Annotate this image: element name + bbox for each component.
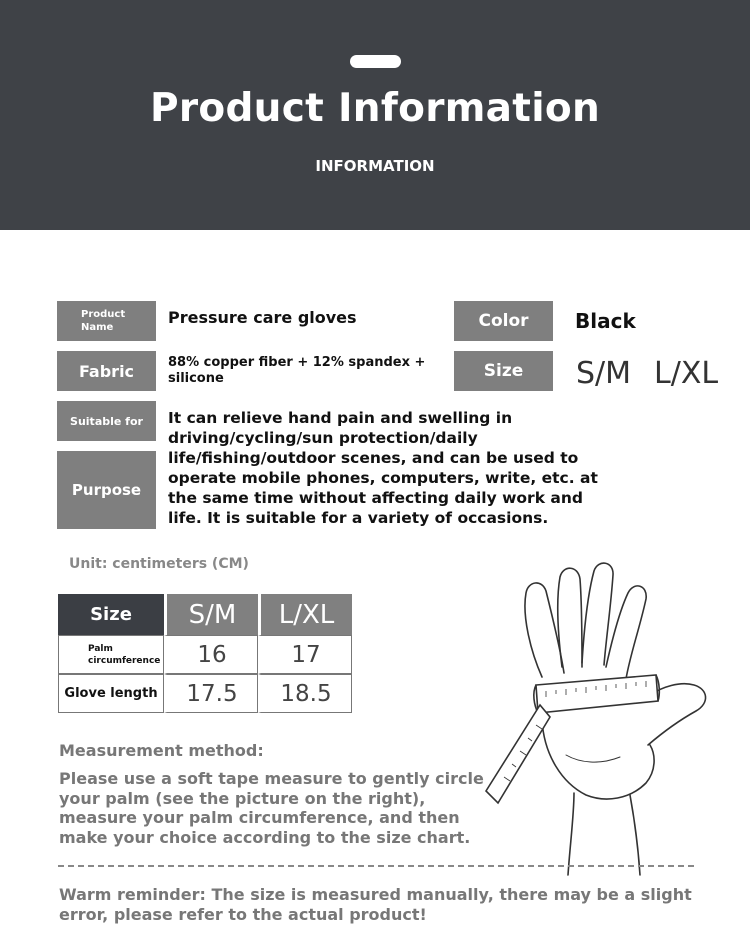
measuring-tape: [486, 675, 659, 803]
dashed-divider: [58, 865, 694, 867]
color-value: Black: [575, 309, 636, 333]
color-label: Color: [454, 301, 553, 341]
index-finger-outline: [606, 586, 646, 679]
row-label-glove-length: Glove length: [58, 674, 164, 713]
hand-measurement-illustration: [470, 555, 750, 895]
palm-sm-value: 16: [164, 635, 258, 674]
table-row: [58, 674, 352, 713]
purpose-label: Purpose: [57, 451, 156, 529]
size-value-lxl: L/XL: [654, 356, 719, 391]
row-label-palm-text: Palm circumference: [88, 643, 161, 666]
suitable-for-label: Suitable for: [57, 401, 156, 441]
header-banner: [0, 0, 750, 230]
size-chart-header-lxl: L/XL: [258, 594, 352, 635]
size-label: Size: [454, 351, 553, 391]
fabric-value: 88% copper fiber + 12% spandex + silicone: [168, 355, 426, 386]
size-chart-table: [58, 594, 352, 713]
table-row: [58, 635, 352, 674]
page-title: Product Information: [149, 86, 601, 131]
palm-outline: [542, 720, 654, 799]
size-chart-header-sm: S/M: [164, 594, 258, 635]
page-subtitle: INFORMATION: [315, 157, 435, 175]
palm-crease: [566, 755, 620, 762]
measurement-body: Please use a soft tape measure to gently circle your palm (see the picture on the right), measure your palm circumference, and then make your choice according to the size chart.: [59, 769, 484, 847]
size-chart-header-row: [58, 594, 352, 635]
purpose-value: It can relieve hand pain and swelling in driving/cycling/sun protection/daily life/fishing/outdoor scenes, and can be used to operate mobile phones, computers, write, etc. at the same time without affecting daily work and life. It is suitable for a variety of occasions.: [168, 409, 598, 527]
size-value-sm: S/M: [576, 356, 632, 391]
product-name-label: Product Name: [57, 301, 156, 341]
middle-finger-outline: [582, 563, 613, 665]
warm-reminder: Warm reminder: The size is measured manually, there may be a slight error, please refer to the actual product!: [59, 885, 692, 924]
size-chart-header-size: Size: [58, 594, 164, 635]
fabric-label: Fabric: [57, 351, 156, 391]
length-lxl-value: 18.5: [258, 674, 352, 713]
product-name-value: Pressure care gloves: [168, 308, 357, 327]
decorative-pill: [350, 55, 401, 68]
palm-lxl-value: 17: [258, 635, 352, 674]
ring-finger-outline: [558, 568, 582, 667]
wrist-right-outline: [630, 795, 640, 875]
unit-note: Unit: centimeters (CM): [69, 556, 249, 572]
length-sm-value: 17.5: [164, 674, 258, 713]
measurement-heading: Measurement method:: [59, 741, 264, 760]
wrist-left-outline: [568, 793, 574, 875]
row-label-palm: [58, 635, 164, 674]
